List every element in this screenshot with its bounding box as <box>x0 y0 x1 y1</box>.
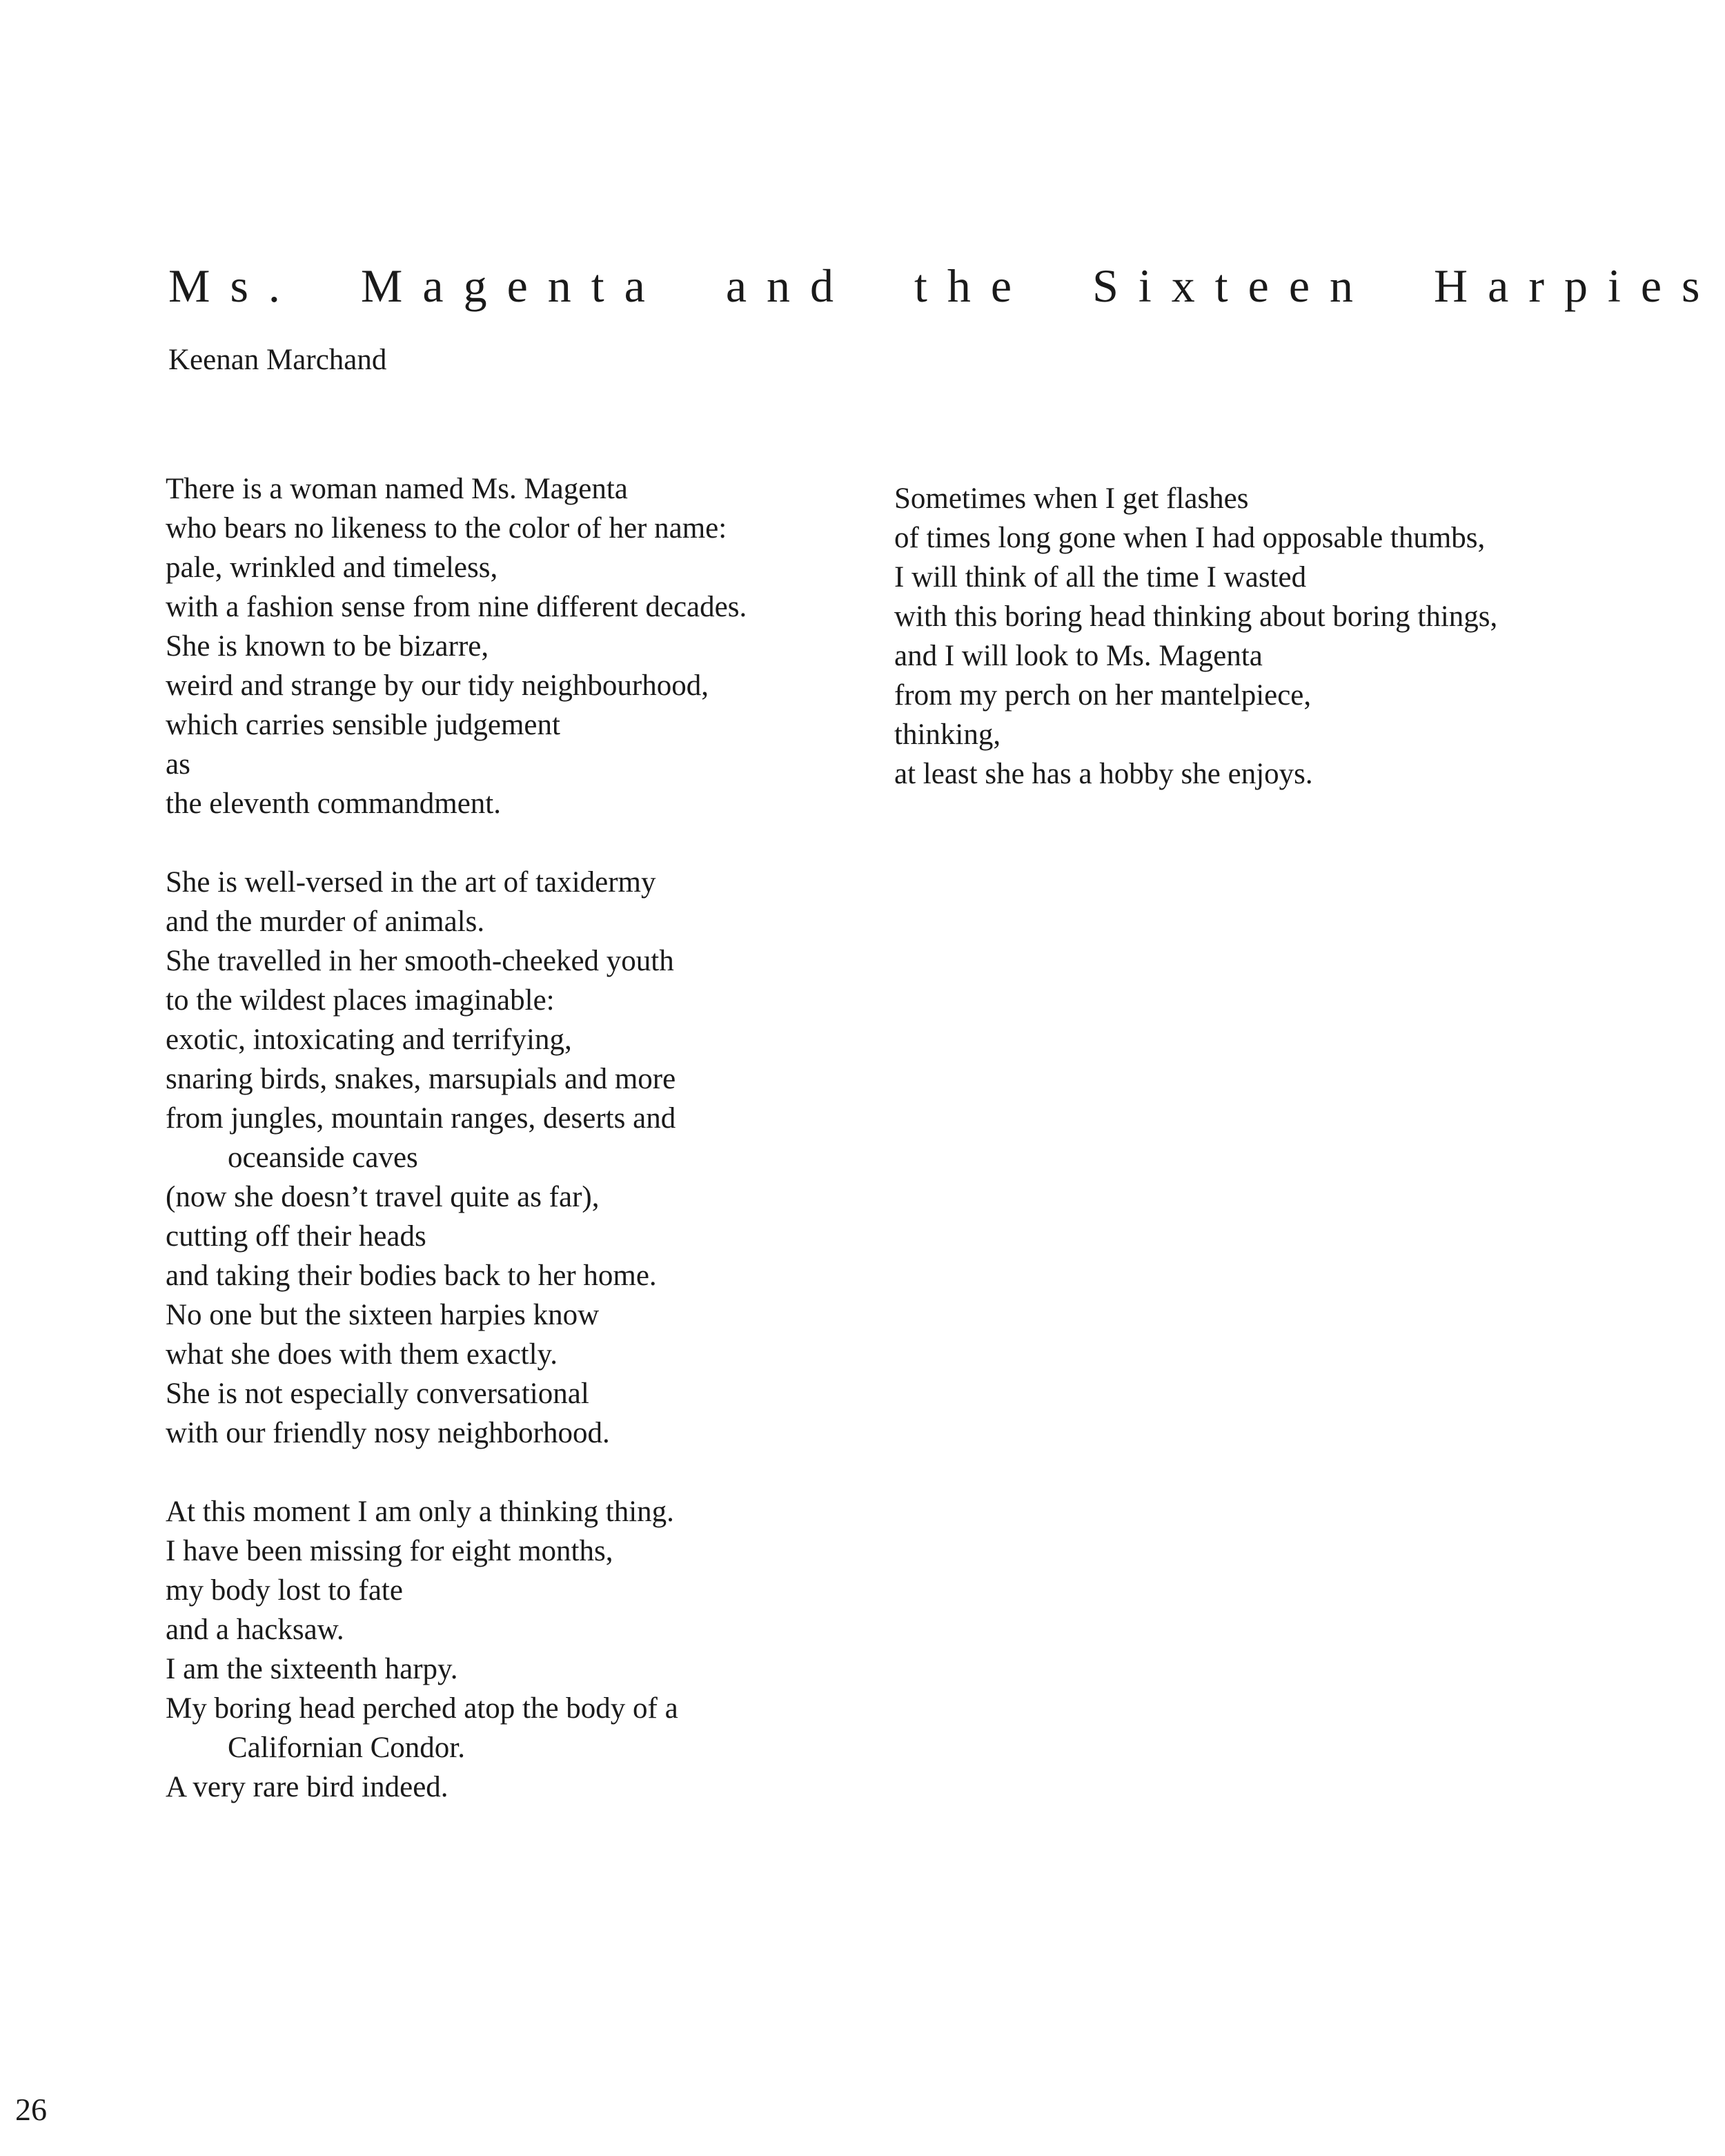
stanza <box>894 479 1584 794</box>
poem-line: my body lost to fate <box>166 1574 403 1607</box>
page-number: 26 <box>15 2092 47 2127</box>
poem-line: thinking, <box>894 718 1001 751</box>
poem-line: of times long gone when I had opposable thumbs, <box>894 522 1486 554</box>
poem-line: with this boring head thinking about boring things, <box>894 600 1498 633</box>
poem-line: at least she has a hobby she enjoys. <box>894 758 1313 790</box>
stanza <box>166 469 856 823</box>
poem-line: cutting off their heads <box>166 1220 426 1253</box>
poem-line: I am the sixteenth harpy. <box>166 1653 458 1685</box>
poem-line: A very rare bird indeed. <box>166 1771 448 1803</box>
poem-line: and I will look to Ms. Magenta <box>894 640 1263 672</box>
stanza <box>166 1492 856 1807</box>
poem-line: Sometimes when I get flashes <box>894 482 1249 515</box>
poem-title: Ms. Magenta and the Sixteen Harpies <box>168 259 1720 312</box>
poem-line: My boring head perched atop the body of a <box>166 1692 678 1725</box>
poem-line: I will think of all the time I wasted <box>894 561 1307 594</box>
poem-line: (now she doesn’t travel quite as far), <box>166 1181 600 1213</box>
poem-line: who bears no likeness to the color of her name: <box>166 512 727 545</box>
poem-line: She travelled in her smooth-cheeked youth <box>166 945 674 977</box>
poem-line: She is not especially conversational <box>166 1378 589 1410</box>
poem-line: exotic, intoxicating and terrifying, <box>166 1023 572 1056</box>
poem-line: There is a woman named Ms. Magenta <box>166 473 628 505</box>
poem-line: At this moment I am only a thinking thing. <box>166 1496 674 1528</box>
poem-line: She is known to be bizarre, <box>166 630 489 663</box>
poem-line: She is well-versed in the art of taxidermy <box>166 866 656 899</box>
poem-line: to the wildest places imaginable: <box>166 984 555 1017</box>
poem-line: from my perch on her mantelpiece, <box>894 679 1312 712</box>
right-column <box>894 479 1584 833</box>
poem-line: and taking their bodies back to her home. <box>166 1260 657 1292</box>
poem-line: No one but the sixteen harpies know <box>166 1299 600 1331</box>
poem-line: weird and strange by our tidy neighbourhood, <box>166 669 709 702</box>
poem-line: the eleventh commandment. <box>166 787 501 820</box>
poem-line: what she does with them exactly. <box>166 1338 558 1371</box>
poem-line: as <box>166 748 190 781</box>
poem-line: I have been missing for eight months, <box>166 1535 613 1567</box>
poem-line: Californian Condor. <box>228 1732 465 1764</box>
poem-line: from jungles, mountain ranges, deserts and <box>166 1102 676 1135</box>
poem-line: pale, wrinkled and timeless, <box>166 551 498 584</box>
poem-line: and a hacksaw. <box>166 1614 344 1646</box>
poem-author: Keenan Marchand <box>168 344 387 376</box>
stanza <box>166 863 856 1453</box>
poem-line: oceanside caves <box>228 1141 418 1174</box>
poem-line: snaring birds, snakes, marsupials and more <box>166 1063 676 1095</box>
poem-line: with our friendly nosy neighborhood. <box>166 1417 610 1449</box>
left-column <box>166 469 856 1846</box>
poem-line: and the murder of animals. <box>166 905 485 938</box>
poem-line: which carries sensible judgement <box>166 709 560 741</box>
poem-line: with a fashion sense from nine different decades. <box>166 591 747 623</box>
